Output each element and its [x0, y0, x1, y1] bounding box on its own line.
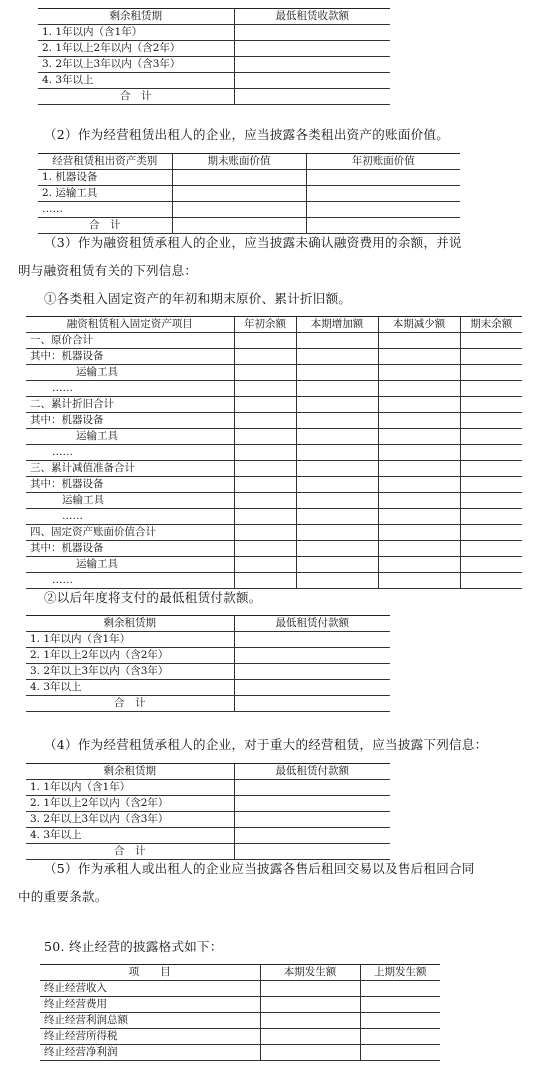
table-row: 1. 机器设备 [38, 170, 460, 186]
row-label: 四、固定资产账面价值合计 [26, 525, 234, 541]
table-cell [296, 381, 378, 397]
table-cell [296, 525, 378, 541]
table-cell [460, 381, 522, 397]
table-row [26, 493, 522, 509]
col-header: 本期增加额 [296, 317, 378, 333]
table-cell [460, 365, 522, 381]
row-label: 一、原价合计 [26, 333, 234, 349]
total-row: 合 计 [38, 89, 390, 105]
table-row: 4. 3年以上 [26, 680, 390, 696]
table-cell [460, 573, 522, 589]
table-row: 2. 1年以上2年以内（含2年） [26, 796, 390, 812]
table-row: 1. 1年以内（含1年） [26, 632, 390, 648]
table-row [26, 509, 522, 525]
row-label: …… [26, 381, 234, 397]
row-label: 其中：机器设备 [26, 477, 234, 493]
table-cell [460, 541, 522, 557]
table-cell [234, 381, 296, 397]
table-cell [234, 525, 296, 541]
table-cell [378, 557, 460, 573]
table-cell [378, 381, 460, 397]
row-label: 其中：机器设备 [26, 349, 234, 365]
table-row: 2. 1年以上2年以内（含2年） [26, 648, 390, 664]
total-row: 合 计 [26, 696, 390, 712]
row-label: 其中：机器设备 [26, 541, 234, 557]
row-label: 二、累计折旧合计 [26, 397, 234, 413]
table-cell [460, 413, 522, 429]
row-label: …… [26, 573, 234, 589]
table-cell [296, 413, 378, 429]
row-label: 运输工具 [26, 557, 234, 573]
col-header: 剩余租赁期 [26, 764, 234, 780]
row-label: 运输工具 [26, 365, 234, 381]
row-label: 三、累计减值准备合计 [26, 461, 234, 477]
table-cell [378, 429, 460, 445]
table-cell [378, 525, 460, 541]
table-cell [460, 349, 522, 365]
col-header: 最低租赁付款额 [234, 616, 390, 632]
table-cell [460, 333, 522, 349]
table-row: 终止经营费用 [40, 997, 440, 1013]
table-row [26, 557, 522, 573]
operating-lease-assets-table [38, 153, 460, 234]
table-cell [460, 525, 522, 541]
col-header: 经营租赁租出资产类别 [38, 154, 172, 170]
table-cell [296, 349, 378, 365]
table-row [26, 461, 522, 477]
col-header: 融资租赁租入固定资产项目 [26, 317, 234, 333]
table-cell [234, 429, 296, 445]
table-cell [460, 429, 522, 445]
col-header: 期末余额 [460, 317, 522, 333]
table-cell [460, 397, 522, 413]
table-cell [460, 461, 522, 477]
table-cell [378, 413, 460, 429]
paragraph-3-line-1: （3）作为融资租赁承租人的企业，应当披露未确认融资费用的余额，并说 [44, 235, 462, 250]
col-header: 年初余额 [234, 317, 296, 333]
col-header: 剩余租赁期 [26, 616, 234, 632]
total-row: 合 计 [26, 844, 390, 860]
table-cell [296, 477, 378, 493]
table-row: 3. 2年以上3年以内（含3年） [26, 812, 390, 828]
min-lease-receipts-table [38, 8, 390, 105]
table-cell [296, 445, 378, 461]
table-cell [460, 493, 522, 509]
table-cell [378, 493, 460, 509]
row-label: 运输工具 [26, 429, 234, 445]
table-cell [378, 541, 460, 557]
table-row: 1. 1年以内（含1年） [38, 25, 390, 41]
table-cell [296, 509, 378, 525]
table-cell [234, 445, 296, 461]
row-label: …… [26, 509, 234, 525]
table-cell [378, 365, 460, 381]
table-cell [234, 333, 296, 349]
table-cell [234, 557, 296, 573]
table-row: 4. 3年以上 [38, 73, 390, 89]
table-cell [378, 461, 460, 477]
col-header: 本期发生额 [260, 965, 360, 981]
table-cell [296, 541, 378, 557]
table-cell [234, 413, 296, 429]
col-header: 最低租赁收款额 [234, 9, 390, 25]
col-header: 年初账面价值 [306, 154, 460, 170]
table-row [26, 541, 522, 557]
table-cell [234, 573, 296, 589]
table-cell [378, 509, 460, 525]
paragraph-5-line-1: （5）作为承租人或出租人的企业应当披露各售后租回交易以及售后租回合同 [44, 861, 475, 876]
table-cell [296, 461, 378, 477]
row-label: 运输工具 [26, 493, 234, 509]
table-cell [296, 429, 378, 445]
col-header: 剩余租赁期 [38, 9, 234, 25]
table-cell [296, 397, 378, 413]
col-header: 上期发生额 [360, 965, 440, 981]
table-cell [234, 397, 296, 413]
table-cell [378, 349, 460, 365]
table-row: 1. 1年以内（含1年） [26, 780, 390, 796]
table-row: 终止经营净利润 [40, 1045, 440, 1061]
table-cell [234, 477, 296, 493]
paragraph-5-line-2: 中的重要条款。 [18, 889, 108, 904]
table-cell [296, 493, 378, 509]
table-row [26, 573, 522, 589]
table-cell [234, 541, 296, 557]
table-cell [378, 573, 460, 589]
table-row: 终止经营收入 [40, 981, 440, 997]
col-header: 项 目 [40, 965, 260, 981]
table-cell [460, 557, 522, 573]
table-cell [234, 493, 296, 509]
table-cell [378, 477, 460, 493]
table-row: 终止经营所得税 [40, 1029, 440, 1045]
col-header: 最低租赁付款额 [234, 764, 390, 780]
finance-lease-fixed-assets-table [26, 316, 522, 589]
paragraph-4: （4）作为经营租赁承租人的企业，对于重大的经营租赁，应当披露下列信息： [44, 737, 488, 752]
table-row: 4. 3年以上 [26, 828, 390, 844]
table-cell [378, 333, 460, 349]
table-cell [234, 461, 296, 477]
table-cell [378, 445, 460, 461]
table-row [26, 333, 522, 349]
table-row: 2. 运输工具 [38, 186, 460, 202]
table-row: …… [38, 202, 460, 218]
table-row [26, 365, 522, 381]
table-cell [296, 365, 378, 381]
paragraph-3-line-2: 明与融资租赁有关的下列信息： [18, 263, 198, 278]
min-lease-payments-table [26, 615, 390, 712]
row-label: 其中：机器设备 [26, 413, 234, 429]
row-label: …… [26, 445, 234, 461]
table-row [26, 525, 522, 541]
table-cell [234, 349, 296, 365]
table-row: 3. 2年以上3年以内（含3年） [26, 664, 390, 680]
table-row [26, 477, 522, 493]
table-cell [296, 333, 378, 349]
table-cell [460, 445, 522, 461]
table-cell [234, 365, 296, 381]
table-cell [460, 477, 522, 493]
paragraph-2: （2）作为经营租赁出租人的企业，应当披露各类租出资产的账面价值。 [44, 127, 450, 142]
table-row [26, 445, 522, 461]
table-cell [460, 509, 522, 525]
col-header: 本期减少额 [378, 317, 460, 333]
paragraph-3-sub-2: ②以后年度将支付的最低租赁付款额。 [44, 590, 262, 605]
table-row [26, 381, 522, 397]
table-row: 2. 1年以上2年以内（含2年） [38, 41, 390, 57]
section-50-heading: 50. 终止经营的披露格式如下： [44, 939, 223, 954]
table-cell [378, 397, 460, 413]
paragraph-3-sub-1: ①各类租入固定资产的年初和期末原价、累计折旧额。 [44, 291, 352, 306]
table-row [26, 397, 522, 413]
table-row: 终止经营利润总额 [40, 1013, 440, 1029]
table-row [26, 429, 522, 445]
table-cell [296, 557, 378, 573]
discontinued-operations-table [40, 964, 440, 1061]
total-row: 合 计 [38, 218, 460, 234]
table-row: 3. 2年以上3年以内（含3年） [38, 57, 390, 73]
table-cell [234, 509, 296, 525]
operating-lease-payments-table [26, 763, 390, 860]
table-row [26, 413, 522, 429]
table-row [26, 349, 522, 365]
col-header: 期末账面价值 [172, 154, 306, 170]
table-cell [296, 573, 378, 589]
